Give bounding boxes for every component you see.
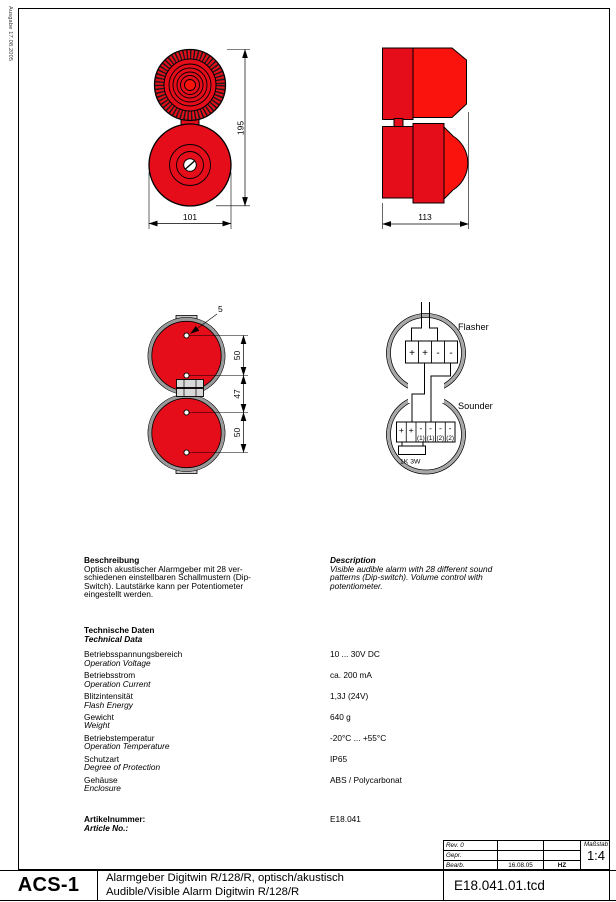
scale-cell bbox=[581, 841, 610, 871]
hinge-pin-side bbox=[394, 119, 403, 127]
tech-label-de: Blitzintensität bbox=[84, 690, 133, 701]
drawing-title-en: Audible/Visible Alarm Digitwin R/128/R bbox=[106, 885, 300, 898]
description-german bbox=[84, 556, 319, 599]
revision-table bbox=[443, 840, 610, 870]
drawing-title-de: Alarmgeber Digitwin R/128/R, optisch/akustisch bbox=[106, 872, 344, 884]
tech-row-weight bbox=[84, 713, 554, 734]
bearb-initials: HZ bbox=[544, 861, 581, 871]
dim-depth-113: 113 bbox=[418, 212, 432, 222]
flasher-terminal-2: + bbox=[422, 348, 428, 359]
sounder-terminal-5-id: (2) bbox=[436, 435, 445, 442]
tech-label-en: Enclosure bbox=[84, 783, 121, 794]
tech-value: -20°C ... +55°C bbox=[330, 732, 387, 743]
tech-row-protection bbox=[84, 755, 554, 776]
sounder-terminal-5: - bbox=[438, 423, 442, 433]
description-english-line: patterns (Dip-switch). Volume control with bbox=[330, 572, 483, 583]
wiring-diagram bbox=[387, 302, 493, 474]
article-number-value: E18.041 bbox=[330, 814, 361, 824]
description-english-title: Description bbox=[330, 555, 376, 565]
tech-value: 1,3J (24V) bbox=[330, 690, 369, 701]
gepr-label: Gepr. bbox=[444, 851, 498, 861]
tech-row-temperature bbox=[84, 734, 554, 755]
flasher-terminal-4: - bbox=[449, 348, 453, 359]
technical-data-heading bbox=[84, 626, 554, 643]
description-english bbox=[330, 556, 560, 590]
base-lower-side bbox=[383, 127, 414, 199]
sounder-terminal-2: + bbox=[408, 425, 414, 435]
sounder-front bbox=[149, 124, 231, 206]
rev-initials-empty bbox=[544, 841, 581, 851]
description-german-line: eingestellt werden. bbox=[84, 589, 154, 600]
description-english-line: Visible audible alarm with 28 different sound bbox=[330, 563, 493, 574]
sounder-body-side bbox=[413, 124, 444, 204]
dim-hole-pitch-a: 50 bbox=[232, 350, 242, 361]
resistor-label: 1K 3W bbox=[400, 458, 421, 466]
tech-label-en: Weight bbox=[84, 720, 110, 731]
product-code: ACS-1 bbox=[0, 871, 98, 900]
title-block-row bbox=[0, 870, 616, 901]
sounder-terminal-6: - bbox=[448, 423, 452, 433]
rev-label: Rev. 0 bbox=[444, 841, 498, 851]
base-upper-side bbox=[383, 48, 414, 120]
dim-width-101: 101 bbox=[182, 212, 198, 222]
technical-data-title-en: Technical Data bbox=[84, 633, 143, 644]
tech-row-flash-energy bbox=[84, 692, 554, 713]
technical-data-title-de: Technische Daten bbox=[84, 625, 155, 635]
description-german-line: schiedenen einstellbaren Schallmustern (Dip- bbox=[84, 572, 251, 583]
rev-date-empty bbox=[498, 841, 544, 851]
tech-label-de: Gehäuse bbox=[84, 774, 118, 785]
sounder-terminal-3: - bbox=[419, 423, 423, 433]
bearb-label: Bearb. bbox=[444, 861, 498, 871]
article-number-section bbox=[84, 814, 361, 833]
dim-hole-diameter-5: 5 bbox=[218, 304, 223, 314]
article-number-label-de: Artikelnummer: bbox=[84, 814, 146, 824]
gepr-initials-empty bbox=[544, 851, 581, 861]
dim-hole-pitch-b: 47 bbox=[232, 389, 242, 399]
tech-label-en: Operation Current bbox=[84, 678, 151, 689]
tech-label-de: Betriebsspannungsbereich bbox=[84, 649, 183, 660]
tech-row-enclosure bbox=[84, 776, 554, 797]
side-view bbox=[383, 48, 469, 229]
scale-label: Maßstab bbox=[583, 841, 609, 848]
issue-date-note: Ausgabe 17.08.2005 bbox=[7, 6, 13, 62]
front-view bbox=[149, 50, 250, 230]
dim-hole-pitch-c: 50 bbox=[232, 427, 242, 438]
sounder-terminal-block bbox=[397, 422, 456, 442]
tech-row-voltage bbox=[84, 650, 554, 671]
description-german-title: Beschreibung bbox=[84, 555, 140, 565]
drawing-file-name: E18.041.01.tcd bbox=[443, 871, 610, 900]
tech-value: ABS / Polycarbonat bbox=[330, 774, 402, 785]
dim-height-195: 195 bbox=[235, 120, 246, 136]
sounder-terminal-3-id: (1) bbox=[417, 435, 425, 442]
beacon-front bbox=[155, 50, 226, 121]
tech-label-en: Flash Energy bbox=[84, 699, 133, 710]
tech-value: IP65 bbox=[330, 753, 348, 764]
tech-label-de: Betriebsstrom bbox=[84, 670, 136, 681]
beacon-dome-side bbox=[413, 48, 467, 118]
flasher-terminal-1: + bbox=[409, 348, 415, 359]
tech-label-en: Degree of Protection bbox=[84, 762, 161, 773]
sounder-terminal-4-id: (1) bbox=[426, 435, 435, 442]
tech-label-en: Operation Temperature bbox=[84, 741, 170, 752]
bearb-date: 16.08.05 bbox=[498, 861, 544, 871]
description-german-line: Optisch akustischer Alarmgeber mit 28 ver- bbox=[84, 563, 243, 574]
sounder-horn-side bbox=[444, 127, 468, 199]
rear-view bbox=[148, 304, 248, 474]
tech-label-en: Operation Voltage bbox=[84, 657, 151, 668]
tech-label-de: Schutzart bbox=[84, 753, 120, 764]
technical-data-section bbox=[84, 626, 554, 796]
description-english-line: potentiometer. bbox=[330, 580, 383, 591]
rear-circle-bottom bbox=[148, 395, 225, 472]
gepr-date-empty bbox=[498, 851, 544, 861]
sounder-terminal-1: + bbox=[398, 425, 404, 435]
tech-label-de: Betriebstemperatur bbox=[84, 732, 155, 743]
tech-value: 10 ... 30V DC bbox=[330, 649, 380, 660]
drawing-title bbox=[98, 871, 443, 900]
description-german-line: Switch). Lautstärke kann per Potentiometer bbox=[84, 580, 244, 591]
tech-value: ca. 200 mA bbox=[330, 670, 372, 681]
flasher-terminal-3: - bbox=[436, 348, 440, 359]
tech-row-current bbox=[84, 671, 554, 692]
sounder-terminal-4: - bbox=[429, 423, 433, 433]
flasher-label: Flasher bbox=[458, 322, 489, 332]
article-number-label-en: Article No.: bbox=[84, 822, 129, 833]
sounder-label: Sounder bbox=[458, 401, 493, 411]
tech-label-de: Gewicht bbox=[84, 711, 114, 722]
flasher-terminal-block bbox=[406, 341, 458, 363]
scale-value: 1:4 bbox=[586, 848, 606, 863]
sounder-terminal-6-id: (2) bbox=[446, 435, 454, 442]
tech-value: 640 g bbox=[330, 711, 351, 722]
